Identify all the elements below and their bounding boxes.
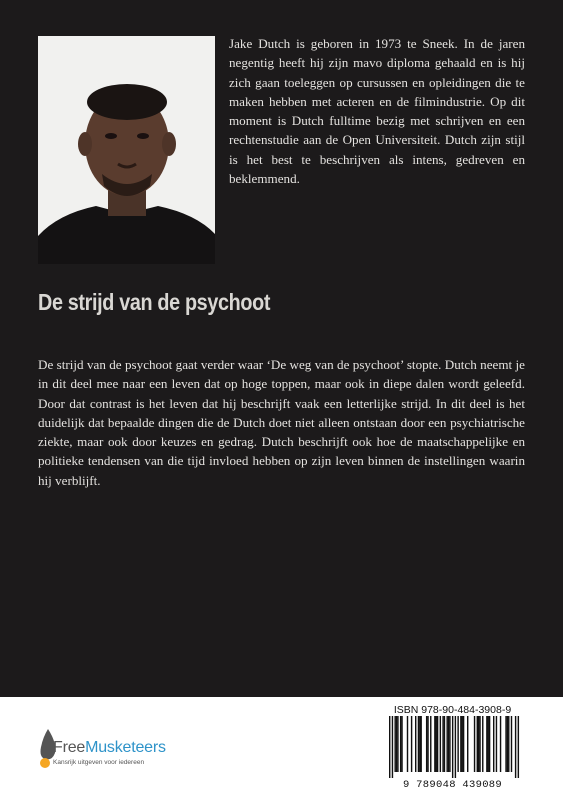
barcode-bar <box>396 716 397 772</box>
barcode-bar <box>419 716 420 772</box>
barcode-bar <box>420 716 421 772</box>
barcode-bar <box>427 716 428 772</box>
barcode-bar <box>486 716 487 772</box>
publisher-logo <box>37 729 177 779</box>
barcode-bar <box>440 716 441 772</box>
barcode-bar <box>389 716 390 778</box>
barcode-bar <box>477 716 478 772</box>
barcode-bar <box>436 716 437 772</box>
barcode-bar <box>426 716 427 772</box>
barcode-bar <box>446 716 447 772</box>
barcode-digits: 9 789048 439089 <box>402 779 502 791</box>
author-bio: Jake Dutch is geboren in 1973 te Sneek. In de jaren negentig heeft hij zijn mavo diploma gehaald en is hij zich gaan toeleggen op cursussen en opleidingen die te maken hebben met acteren en de filmindustrie. Op dit moment is Dutch fulltime bezig met schrijven en een rechtenstudie aan de Open Universiteit. Dutch zijn stijl is het best te beschrijven als intens, gedreven en beklemmend. <box>229 36 525 187</box>
barcode-bar <box>455 716 456 778</box>
barcode-bar <box>415 716 416 772</box>
isbn-label: ISBN 978-90-484-3908-9 <box>393 704 512 716</box>
barcode-bar <box>442 716 443 772</box>
barcode-bar <box>401 716 402 772</box>
barcode-bar <box>418 716 419 772</box>
barcode-bar <box>457 716 458 772</box>
barcode-bar <box>511 716 512 772</box>
barcode-bar <box>463 716 464 772</box>
barcode-bar <box>434 716 435 772</box>
barcode-bar <box>407 716 408 772</box>
barcode-bar <box>482 716 483 772</box>
author-photo <box>38 36 215 264</box>
barcode-bar <box>508 716 509 772</box>
book-title: De strijd van de psychoot <box>38 289 271 315</box>
barcode-bar <box>479 716 480 772</box>
barcode-bar <box>452 716 453 778</box>
publisher-name-free: Free <box>53 739 86 756</box>
barcode-bar <box>507 716 508 772</box>
barcode-bar <box>392 716 393 778</box>
barcode-bar <box>515 716 516 778</box>
barcode-bar <box>462 716 463 772</box>
publisher-name-musketeers: Musketeers <box>85 739 166 756</box>
barcode-bar <box>437 716 438 772</box>
publisher-tagline: Kansrijk uitgeven voor iedereen <box>53 759 145 766</box>
barcode-bar <box>518 716 519 778</box>
barcode-bar <box>488 716 489 772</box>
barcode-bar <box>400 716 401 772</box>
barcode-icon <box>379 716 526 778</box>
barcode-bar <box>397 716 398 772</box>
barcode-bar <box>411 716 412 772</box>
barcode-bar <box>430 716 431 772</box>
barcode-bar <box>478 716 479 772</box>
barcode-bar <box>394 716 395 772</box>
barcode-bar <box>489 716 490 772</box>
book-blurb: De strijd van de psychoot gaat verder waar ‘De weg van de psychoot’ stopte. Dutch neemt je in dit deel mee naar een leven dat op hoge toppen, maar ook in diepe dalen wordt geleefd. Door dat contrast is het leven dat hij beschrijft vaak een letterlijke strijd. In dit deel is het duidelijk dat bepaalde dingen die de Dutch doet niet alleen ontstaan door een psychiatrische ziekte, maar ook door keuzes en gedrag. Dutch beschrijft ook hoe de maatschappelijke en politieke tendensen van die tijd invloed hebben op zijn leven binnen de instellingen waarin hij verblijft. <box>38 357 525 488</box>
author-portrait-icon <box>38 36 215 264</box>
barcode-bar <box>448 716 449 772</box>
barcode-bar <box>500 716 501 772</box>
barcode-bar <box>444 716 445 772</box>
isbn-barcode <box>379 704 526 792</box>
publisher-name <box>53 739 166 757</box>
barcode-bar <box>460 716 461 772</box>
barcode-bar <box>496 716 497 772</box>
cover-footer <box>0 697 563 800</box>
barcode-bar <box>493 716 494 772</box>
barcode-bar <box>467 716 468 772</box>
barcode-bar <box>474 716 475 772</box>
barcode-bar <box>449 716 450 772</box>
barcode-bar <box>505 716 506 772</box>
